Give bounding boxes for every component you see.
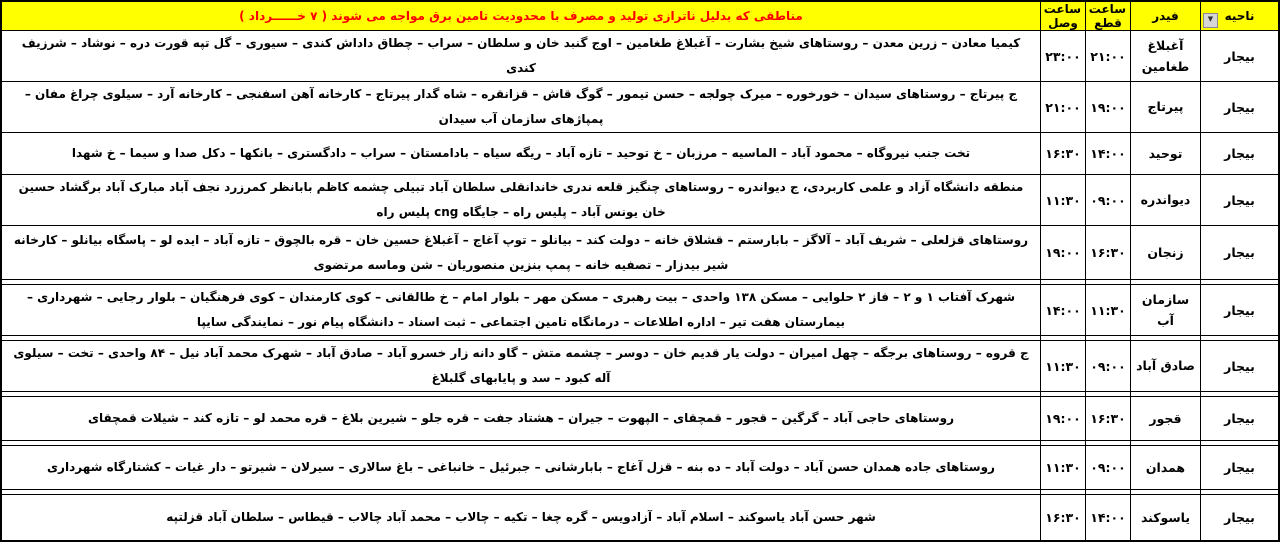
cut-time-cell[interactable]: ۰۹:۰۰ [1086, 446, 1131, 490]
table-row [2, 175, 1279, 226]
feeder-cell[interactable]: یاسوکند [1131, 495, 1201, 541]
cut-time-cell[interactable]: ۰۹:۰۰ [1086, 175, 1131, 226]
region-cell[interactable]: بیجار [1201, 133, 1279, 175]
region-cell[interactable]: بیجار [1201, 285, 1279, 336]
cut-time-cell[interactable]: ۱۶:۳۰ [1086, 397, 1131, 441]
feeder-cell[interactable]: دیواندره [1131, 175, 1201, 226]
restore-time-cell[interactable]: ۱۹:۰۰ [1041, 226, 1086, 280]
cut-time-cell[interactable]: ۱۱:۳۰ [1086, 285, 1131, 336]
autofilter-icon[interactable]: ▼ [1203, 13, 1218, 28]
areas-cell[interactable]: شهرک آفتاب ۱ و ۲ – فاز ۲ حلوایی – مسکن ۱۳۸ واحدی – بیت رهبری – مسکن مهر – بلوار امام – خ طالقانی – کوی کارمندان – کوی فرهنگیان – بلوار رجایی – شهرداری – بیمارستان هفت تیر – اداره اطلاعات – درمانگاه تامین اجتماعی – ثبت اسناد – دانشگاه پیام نور – نمایندگی سایپا [2, 285, 1041, 336]
cut-time-cell[interactable]: ۰۹:۰۰ [1086, 341, 1131, 392]
cut-time-cell[interactable]: ۱۶:۳۰ [1086, 226, 1131, 280]
region-cell[interactable]: بیجار [1201, 226, 1279, 280]
areas-cell[interactable]: روستاهای قزلعلی – شریف آباد – آلاگز – بابارستم – قشلاق خانه – دولت کند – بیانلو – توپ آغاج – آغبلاغ حسین خان – قره بالچوق – تازه آباد – ایده لو – پاسگاه بیانلو – کارخانه شیر بیدزار – تصفیه خانه – پمپ بنزین منصوریان – شن وماسه مرتضوی [2, 226, 1041, 280]
column-header-feeder[interactable]: فیدر [1131, 2, 1201, 31]
cut-time-cell[interactable]: ۲۱:۰۰ [1086, 31, 1131, 82]
cut-time-cell[interactable]: ۱۹:۰۰ [1086, 82, 1131, 133]
table-row [2, 226, 1279, 280]
restore-time-cell[interactable]: ۱۶:۳۰ [1041, 495, 1086, 541]
areas-cell[interactable]: روستاهای جاده همدان حسن آباد – دولت آباد – ده بنه – قزل آغاج – بابارشانی – جبرئیل – خانباغی – باغ سالاری – سیرلان – شیرتو – دار غیات – کشتارگاه شهرداری [2, 446, 1041, 490]
areas-cell[interactable]: تخت جنب نیروگاه – محمود آباد – الماسیه – مرزبان – خ توحید – تازه آباد – ریگه سیاه – بادامستان – سراب – دادگستری – بانکها – دکل صدا و سیما – خ شهدا [2, 133, 1041, 175]
column-header-cut-time[interactable]: ساعت قطع [1086, 2, 1131, 31]
areas-cell[interactable]: کیمیا معادن – زرین معدن – روستاهای شیخ بشارت – آغبلاغ طغامین – اوج گنبد خان و سلطان – سراب – چطاق داداش کندی – سیوری – گل تپه قورت دره – نوشاد – شرزیف کندی [2, 31, 1041, 82]
areas-cell[interactable]: منطقه دانشگاه آزاد و علمی کاربردی، ج دیواندره – روستاهای چنگیز قلعه ندری خاندانقلی سلطان آباد تبیلی چشمه کاظم بابانظر کمرزرد نجف آباد مبارک آباد برگشاد حسین خان یونس آباد – پلیس راه – جایگاه cng پلیس راه [2, 175, 1041, 226]
cut-time-cell[interactable]: ۱۴:۰۰ [1086, 133, 1131, 175]
table-row [2, 82, 1279, 133]
table-row [2, 31, 1279, 82]
page-title: مناطقی که بدلیل ناترازی تولید و مصرف با محدودیت تامین برق مواجه می شوند ( ۷ خــــــرداد ) [2, 2, 1041, 31]
column-header-restore-time[interactable]: ساعت وصل [1041, 2, 1086, 31]
restore-time-cell[interactable]: ۱۱:۳۰ [1041, 446, 1086, 490]
region-cell[interactable]: بیجار [1201, 341, 1279, 392]
column-header-region-label: ناحیه [1224, 9, 1255, 23]
feeder-cell[interactable]: سازمان آب [1131, 285, 1201, 336]
feeder-cell[interactable]: زنجان [1131, 226, 1201, 280]
region-cell[interactable]: بیجار [1201, 82, 1279, 133]
feeder-cell[interactable]: پیرتاج [1131, 82, 1201, 133]
column-header-region[interactable] [1201, 2, 1279, 31]
region-cell[interactable]: بیجار [1201, 446, 1279, 490]
areas-cell[interactable]: شهر حسن آباد یاسوکند – اسلام آباد – آزادویس – گره چغا – تکیه – چالاب – محمد آباد چالاب – قیطاس – سلطان آباد قزلتپه [2, 495, 1041, 541]
header-row [2, 2, 1279, 31]
areas-cell[interactable]: روستاهای حاجی آباد – گرگین – قجور – قمچقای – الپهوت – جیران – هشتاد جفت – قره جلو – شیرین بلاغ – قره محمد لو – تازه کند – شیلات قمچقای [2, 397, 1041, 441]
restore-time-cell[interactable]: ۱۶:۳۰ [1041, 133, 1086, 175]
table-row [2, 397, 1279, 441]
restore-time-cell[interactable]: ۱۹:۰۰ [1041, 397, 1086, 441]
cut-time-cell[interactable]: ۱۴:۰۰ [1086, 495, 1131, 541]
feeder-cell[interactable]: آغبلاغ طغامین [1131, 31, 1201, 82]
feeder-cell[interactable]: همدان [1131, 446, 1201, 490]
feeder-cell[interactable]: توحید [1131, 133, 1201, 175]
table-row [2, 495, 1279, 541]
table-row [2, 133, 1279, 175]
feeder-cell[interactable]: قجور [1131, 397, 1201, 441]
areas-cell[interactable]: ج قروه – روستاهای برجگه – چهل امیران – دولت یار قدیم خان – دوسر – چشمه متش – گاو دانه زار خسرو آباد – صادق آباد – شهرک محمد آباد نیل – ۸۴ واحدی – تخت – سیلوی آله کبود – سد و پایابهای گلبلاغ [2, 341, 1041, 392]
restore-time-cell[interactable]: ۱۱:۳۰ [1041, 175, 1086, 226]
region-cell[interactable]: بیجار [1201, 397, 1279, 441]
restore-time-cell[interactable]: ۱۴:۰۰ [1041, 285, 1086, 336]
areas-cell[interactable]: ج پیرتاج – روستاهای سیدان – خورخوره – میرک چولجه – حسن تیمور – گوگ قاش – قزانقره – شاه گدار پیرتاج – کارخانه آهن اسفنجی – کارخانه آرد – سیلوی چراغ مفان – پمپاژهای سازمان آب سیدان [2, 82, 1041, 133]
table-row [2, 285, 1279, 336]
region-cell[interactable]: بیجار [1201, 495, 1279, 541]
restore-time-cell[interactable]: ۲۳:۰۰ [1041, 31, 1086, 82]
table-row [2, 341, 1279, 392]
feeder-cell[interactable]: صادق آباد [1131, 341, 1201, 392]
region-cell[interactable]: بیجار [1201, 175, 1279, 226]
restore-time-cell[interactable]: ۲۱:۰۰ [1041, 82, 1086, 133]
outage-table [1, 1, 1279, 541]
region-cell[interactable]: بیجار [1201, 31, 1279, 82]
table-row [2, 446, 1279, 490]
restore-time-cell[interactable]: ۱۱:۳۰ [1041, 341, 1086, 392]
